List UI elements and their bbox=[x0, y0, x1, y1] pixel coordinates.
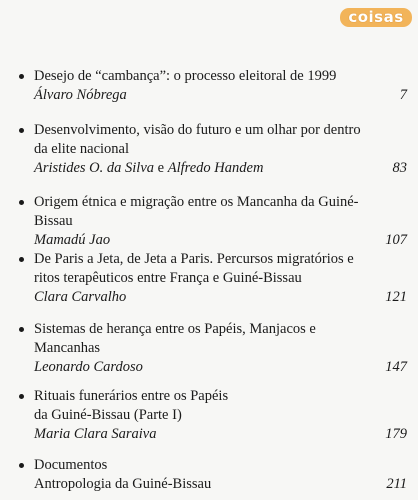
entry-author-second: Alfredo Handem bbox=[167, 160, 264, 176]
entry-title: De Paris a Jeta, de Jeta a Paris. Percursos migratórios e bbox=[34, 251, 354, 267]
entry-author-first: Aristides O. da Silva bbox=[34, 160, 155, 176]
bullet-icon bbox=[19, 74, 24, 79]
entry-title: Documentos bbox=[34, 457, 108, 473]
coisas-logo bbox=[340, 8, 412, 27]
entry-page-number: 83 bbox=[392, 160, 407, 176]
bullet-icon bbox=[19, 128, 24, 133]
entry-title-continued: Mancanhas bbox=[34, 340, 101, 356]
entry-author bbox=[34, 159, 406, 178]
entry-title-continued: da Guiné-Bissau (Parte I) bbox=[34, 407, 182, 423]
logo-text: coisas bbox=[348, 8, 404, 26]
entry-author: Leonardo Cardoso bbox=[34, 359, 143, 375]
entry-title: Desejo de “cambança”: o processo eleitoral de 1999 bbox=[34, 68, 337, 84]
entry-page-number: 147 bbox=[385, 359, 407, 375]
entry-title: Origem étnica e migração entre os Mancanha da Guiné- bbox=[34, 194, 359, 210]
entry-author-separator: e bbox=[154, 160, 168, 176]
entry-title: Rituais funerários entre os Papéis bbox=[34, 388, 229, 404]
entry-page-number: 121 bbox=[385, 289, 407, 305]
entry-page-number: 211 bbox=[386, 476, 407, 492]
entry-author: Álvaro Nóbrega bbox=[34, 87, 127, 103]
entry-page-number: 179 bbox=[385, 426, 407, 442]
entry-page-number: 7 bbox=[399, 87, 407, 103]
entry-title-continued: Bissau bbox=[34, 213, 73, 229]
entry-author: Maria Clara Saraiva bbox=[34, 426, 157, 442]
bullet-icon bbox=[19, 200, 24, 205]
entry-author: Clara Carvalho bbox=[34, 289, 127, 305]
entry-title-continued: da elite nacional bbox=[34, 141, 130, 157]
entry-page-number: 107 bbox=[385, 232, 407, 248]
bullet-icon bbox=[19, 257, 24, 262]
bullet-icon bbox=[19, 394, 24, 399]
bullet-icon bbox=[19, 327, 24, 332]
bullet-icon bbox=[19, 463, 24, 468]
entry-title: Sistemas de herança entre os Papéis, Manjacos e bbox=[34, 321, 316, 337]
entry-title-continued: Antropologia da Guiné-Bissau bbox=[34, 476, 212, 492]
entry-title-continued: ritos terapêuticos entre França e Guiné-Bissau bbox=[34, 270, 302, 286]
entry-title: Desenvolvimento, visão do futuro e um olhar por dentro bbox=[34, 122, 361, 138]
entry-author: Mamadú Jao bbox=[34, 232, 111, 248]
